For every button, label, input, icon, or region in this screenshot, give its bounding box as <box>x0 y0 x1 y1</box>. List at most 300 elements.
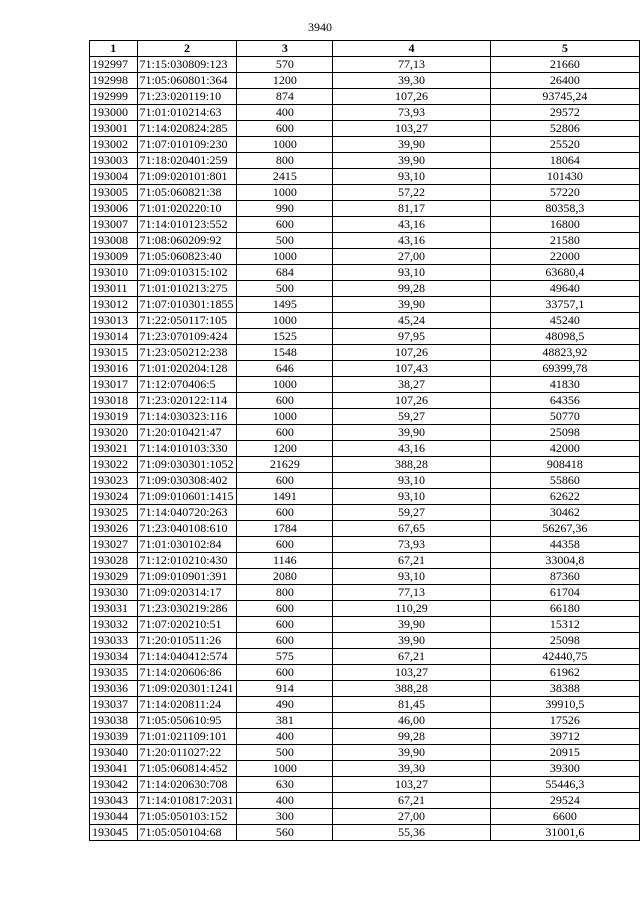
area-cell: 1491 <box>237 489 333 505</box>
area-cell: 21629 <box>237 457 333 473</box>
area-cell: 600 <box>237 473 333 489</box>
cadastral-number-cell: 71:12:070406:5 <box>137 377 237 393</box>
table-row <box>90 249 640 265</box>
cadastral-value-cell: 52806 <box>490 121 639 137</box>
cadastral-value-cell: 48823,92 <box>490 345 639 361</box>
cadastral-number-cell: 71:23:040108:610 <box>137 521 237 537</box>
record-number-cell: 193017 <box>90 377 138 393</box>
area-cell: 600 <box>237 617 333 633</box>
table-row <box>90 569 640 585</box>
record-number-cell: 193003 <box>90 153 138 169</box>
specific-value-cell: 27,00 <box>333 249 491 265</box>
cadastral-number-cell: 71:14:010123:552 <box>137 217 237 233</box>
cadastral-number-cell: 71:14:010817:2031 <box>137 793 237 809</box>
specific-value-cell: 67,65 <box>333 521 491 537</box>
table-row <box>90 281 640 297</box>
record-number-cell: 193041 <box>90 761 138 777</box>
area-cell: 560 <box>237 825 333 841</box>
cadastral-number-cell: 71:01:010214:63 <box>137 105 237 121</box>
cadastral-number-cell: 71:20:010511:26 <box>137 633 237 649</box>
area-cell: 1548 <box>237 345 333 361</box>
table-row <box>90 505 640 521</box>
area-cell: 1000 <box>237 377 333 393</box>
table-row <box>90 553 640 569</box>
cadastral-value-cell: 87360 <box>490 569 639 585</box>
record-number-cell: 192997 <box>90 57 138 73</box>
cadastral-value-cell: 42000 <box>490 441 639 457</box>
record-number-cell: 193028 <box>90 553 138 569</box>
cadastral-number-cell: 71:09:020101:801 <box>137 169 237 185</box>
cadastral-number-cell: 71:14:020811:24 <box>137 697 237 713</box>
table-row <box>90 793 640 809</box>
record-number-cell: 193018 <box>90 393 138 409</box>
cadastral-value-cell: 50770 <box>490 409 639 425</box>
cadastral-value-cell: 66180 <box>490 601 639 617</box>
specific-value-cell: 39,30 <box>333 73 491 89</box>
specific-value-cell: 39,90 <box>333 137 491 153</box>
cadastral-value-cell: 61962 <box>490 665 639 681</box>
area-cell: 490 <box>237 697 333 713</box>
specific-value-cell: 77,13 <box>333 585 491 601</box>
cadastral-value-cell: 31001,6 <box>490 825 639 841</box>
area-cell: 600 <box>237 425 333 441</box>
table-row <box>90 809 640 825</box>
specific-value-cell: 103,27 <box>333 665 491 681</box>
cadastral-value-cell: 21580 <box>490 233 639 249</box>
cadastral-value-cell: 80358,3 <box>490 201 639 217</box>
cadastral-number-cell: 71:20:010421:47 <box>137 425 237 441</box>
table-row <box>90 153 640 169</box>
area-cell: 400 <box>237 105 333 121</box>
specific-value-cell: 103,27 <box>333 121 491 137</box>
table-row <box>90 169 640 185</box>
cadastral-number-cell: 71:18:020401:259 <box>137 153 237 169</box>
specific-value-cell: 39,90 <box>333 633 491 649</box>
specific-value-cell: 93,10 <box>333 169 491 185</box>
record-number-cell: 193042 <box>90 777 138 793</box>
record-number-cell: 193020 <box>90 425 138 441</box>
cadastral-value-cell: 55446,3 <box>490 777 639 793</box>
specific-value-cell: 99,28 <box>333 729 491 745</box>
area-cell: 1495 <box>237 297 333 313</box>
cadastral-value-cell: 30462 <box>490 505 639 521</box>
cadastral-number-cell: 71:23:030219:286 <box>137 601 237 617</box>
table-row <box>90 297 640 313</box>
record-number-cell: 193033 <box>90 633 138 649</box>
specific-value-cell: 73,93 <box>333 105 491 121</box>
cadastral-number-cell: 71:14:020824:285 <box>137 121 237 137</box>
specific-value-cell: 73,93 <box>333 537 491 553</box>
cadastral-number-cell: 71:14:040412:574 <box>137 649 237 665</box>
specific-value-cell: 107,26 <box>333 89 491 105</box>
cadastral-value-table <box>89 40 640 841</box>
record-number-cell: 193006 <box>90 201 138 217</box>
cadastral-number-cell: 71:01:020220:10 <box>137 201 237 217</box>
record-number-cell: 193014 <box>90 329 138 345</box>
cadastral-value-cell: 63680,4 <box>490 265 639 281</box>
specific-value-cell: 43,16 <box>333 217 491 233</box>
table-row <box>90 201 640 217</box>
area-cell: 990 <box>237 201 333 217</box>
cadastral-value-cell: 29524 <box>490 793 639 809</box>
specific-value-cell: 39,30 <box>333 761 491 777</box>
record-number-cell: 193009 <box>90 249 138 265</box>
cadastral-value-cell: 20915 <box>490 745 639 761</box>
cadastral-number-cell: 71:23:020122:114 <box>137 393 237 409</box>
area-cell: 600 <box>237 505 333 521</box>
specific-value-cell: 45,24 <box>333 313 491 329</box>
area-cell: 575 <box>237 649 333 665</box>
area-cell: 600 <box>237 121 333 137</box>
area-cell: 570 <box>237 57 333 73</box>
area-cell: 600 <box>237 665 333 681</box>
specific-value-cell: 93,10 <box>333 473 491 489</box>
table-row <box>90 265 640 281</box>
area-cell: 400 <box>237 729 333 745</box>
specific-value-cell: 107,26 <box>333 393 491 409</box>
area-cell: 874 <box>237 89 333 105</box>
record-number-cell: 193036 <box>90 681 138 697</box>
cadastral-value-cell: 61704 <box>490 585 639 601</box>
cadastral-value-cell: 38388 <box>490 681 639 697</box>
cadastral-value-cell: 55860 <box>490 473 639 489</box>
column-header-2: 2 <box>137 41 237 57</box>
table-row <box>90 185 640 201</box>
area-cell: 800 <box>237 153 333 169</box>
cadastral-value-cell: 45240 <box>490 313 639 329</box>
record-number-cell: 193027 <box>90 537 138 553</box>
cadastral-number-cell: 71:01:021109:101 <box>137 729 237 745</box>
cadastral-number-cell: 71:05:060801:364 <box>137 73 237 89</box>
area-cell: 1146 <box>237 553 333 569</box>
cadastral-value-cell: 33004,8 <box>490 553 639 569</box>
cadastral-number-cell: 71:05:060821:38 <box>137 185 237 201</box>
cadastral-number-cell: 71:07:010301:1855 <box>137 297 237 313</box>
record-number-cell: 193007 <box>90 217 138 233</box>
table-row <box>90 633 640 649</box>
record-number-cell: 193030 <box>90 585 138 601</box>
table-row <box>90 345 640 361</box>
specific-value-cell: 39,90 <box>333 617 491 633</box>
cadastral-number-cell: 71:05:050610:95 <box>137 713 237 729</box>
table-row <box>90 537 640 553</box>
cadastral-value-cell: 41830 <box>490 377 639 393</box>
record-number-cell: 193044 <box>90 809 138 825</box>
area-cell: 1200 <box>237 73 333 89</box>
record-number-cell: 192999 <box>90 89 138 105</box>
cadastral-number-cell: 71:23:020119:10 <box>137 89 237 105</box>
table-row <box>90 313 640 329</box>
cadastral-value-cell: 15312 <box>490 617 639 633</box>
record-number-cell: 193023 <box>90 473 138 489</box>
record-number-cell: 193040 <box>90 745 138 761</box>
specific-value-cell: 99,28 <box>333 281 491 297</box>
specific-value-cell: 110,29 <box>333 601 491 617</box>
area-cell: 600 <box>237 393 333 409</box>
area-cell: 1000 <box>237 409 333 425</box>
area-cell: 914 <box>237 681 333 697</box>
record-number-cell: 193039 <box>90 729 138 745</box>
table-row <box>90 745 640 761</box>
cadastral-number-cell: 71:22:050117:105 <box>137 313 237 329</box>
area-cell: 1784 <box>237 521 333 537</box>
record-number-cell: 192998 <box>90 73 138 89</box>
specific-value-cell: 388,28 <box>333 457 491 473</box>
record-number-cell: 193035 <box>90 665 138 681</box>
table-row <box>90 473 640 489</box>
cadastral-value-cell: 62622 <box>490 489 639 505</box>
cadastral-value-cell: 69399,78 <box>490 361 639 377</box>
table-row <box>90 89 640 105</box>
area-cell: 1000 <box>237 185 333 201</box>
table-row <box>90 233 640 249</box>
area-cell: 2415 <box>237 169 333 185</box>
cadastral-number-cell: 71:09:020314:17 <box>137 585 237 601</box>
column-header-4: 4 <box>333 41 491 57</box>
table-row <box>90 825 640 841</box>
cadastral-value-cell: 64356 <box>490 393 639 409</box>
table-row <box>90 217 640 233</box>
cadastral-value-cell: 39300 <box>490 761 639 777</box>
cadastral-value-cell: 39910,5 <box>490 697 639 713</box>
cadastral-number-cell: 71:12:010210:430 <box>137 553 237 569</box>
specific-value-cell: 107,43 <box>333 361 491 377</box>
cadastral-number-cell: 71:14:040720:263 <box>137 505 237 521</box>
area-cell: 1000 <box>237 249 333 265</box>
specific-value-cell: 107,26 <box>333 345 491 361</box>
specific-value-cell: 57,22 <box>333 185 491 201</box>
specific-value-cell: 39,90 <box>333 297 491 313</box>
record-number-cell: 193005 <box>90 185 138 201</box>
table-row <box>90 617 640 633</box>
table-body <box>90 57 640 841</box>
cadastral-number-cell: 71:15:030809:123 <box>137 57 237 73</box>
table-row <box>90 57 640 73</box>
cadastral-value-cell: 908418 <box>490 457 639 473</box>
area-cell: 1000 <box>237 137 333 153</box>
area-cell: 1000 <box>237 761 333 777</box>
specific-value-cell: 46,00 <box>333 713 491 729</box>
cadastral-number-cell: 71:01:010213:275 <box>137 281 237 297</box>
record-number-cell: 193026 <box>90 521 138 537</box>
table-row <box>90 409 640 425</box>
column-header-5: 5 <box>490 41 639 57</box>
cadastral-value-cell: 33757,1 <box>490 297 639 313</box>
table-row <box>90 73 640 89</box>
record-number-cell: 193010 <box>90 265 138 281</box>
cadastral-number-cell: 71:09:030308:402 <box>137 473 237 489</box>
record-number-cell: 193025 <box>90 505 138 521</box>
specific-value-cell: 38,27 <box>333 377 491 393</box>
record-number-cell: 193031 <box>90 601 138 617</box>
specific-value-cell: 77,13 <box>333 57 491 73</box>
area-cell: 684 <box>237 265 333 281</box>
specific-value-cell: 97,95 <box>333 329 491 345</box>
record-number-cell: 193034 <box>90 649 138 665</box>
table-row <box>90 521 640 537</box>
area-cell: 500 <box>237 281 333 297</box>
area-cell: 381 <box>237 713 333 729</box>
table-header-row <box>90 41 640 57</box>
cadastral-value-cell: 48098,5 <box>490 329 639 345</box>
record-number-cell: 193013 <box>90 313 138 329</box>
table-row <box>90 361 640 377</box>
record-number-cell: 193002 <box>90 137 138 153</box>
cadastral-value-cell: 26400 <box>490 73 639 89</box>
cadastral-number-cell: 71:14:030323:116 <box>137 409 237 425</box>
table-row <box>90 585 640 601</box>
cadastral-number-cell: 71:14:020630:708 <box>137 777 237 793</box>
cadastral-value-cell: 57220 <box>490 185 639 201</box>
record-number-cell: 193000 <box>90 105 138 121</box>
table-row <box>90 697 640 713</box>
cadastral-value-cell: 49640 <box>490 281 639 297</box>
cadastral-value-cell: 101430 <box>490 169 639 185</box>
cadastral-number-cell: 71:23:050212:238 <box>137 345 237 361</box>
specific-value-cell: 67,21 <box>333 793 491 809</box>
cadastral-value-cell: 56267,36 <box>490 521 639 537</box>
cadastral-number-cell: 71:07:020210:51 <box>137 617 237 633</box>
area-cell: 800 <box>237 585 333 601</box>
area-cell: 2080 <box>237 569 333 585</box>
specific-value-cell: 55,36 <box>333 825 491 841</box>
record-number-cell: 193037 <box>90 697 138 713</box>
area-cell: 646 <box>237 361 333 377</box>
record-number-cell: 193024 <box>90 489 138 505</box>
cadastral-value-cell: 21660 <box>490 57 639 73</box>
record-number-cell: 193016 <box>90 361 138 377</box>
cadastral-number-cell: 71:05:050103:152 <box>137 809 237 825</box>
table-row <box>90 393 640 409</box>
record-number-cell: 193001 <box>90 121 138 137</box>
table-row <box>90 681 640 697</box>
cadastral-value-cell: 17526 <box>490 713 639 729</box>
cadastral-number-cell: 71:09:020301:1241 <box>137 681 237 697</box>
cadastral-value-cell: 25098 <box>490 633 639 649</box>
specific-value-cell: 93,10 <box>333 569 491 585</box>
cadastral-value-cell: 16800 <box>490 217 639 233</box>
page-number: 3940 <box>308 20 332 34</box>
table-row <box>90 489 640 505</box>
cadastral-value-cell: 6600 <box>490 809 639 825</box>
cadastral-number-cell: 71:05:060814:452 <box>137 761 237 777</box>
cadastral-number-cell: 71:23:070109:424 <box>137 329 237 345</box>
table-row <box>90 425 640 441</box>
cadastral-number-cell: 71:09:030301:1052 <box>137 457 237 473</box>
cadastral-number-cell: 71:01:020204:128 <box>137 361 237 377</box>
record-number-cell: 193012 <box>90 297 138 313</box>
specific-value-cell: 59,27 <box>333 409 491 425</box>
record-number-cell: 193029 <box>90 569 138 585</box>
specific-value-cell: 39,90 <box>333 153 491 169</box>
cadastral-value-cell: 22000 <box>490 249 639 265</box>
record-number-cell: 193011 <box>90 281 138 297</box>
record-number-cell: 193019 <box>90 409 138 425</box>
table-row <box>90 137 640 153</box>
cadastral-number-cell: 71:09:010901:391 <box>137 569 237 585</box>
area-cell: 1000 <box>237 313 333 329</box>
cadastral-value-cell: 42440,75 <box>490 649 639 665</box>
specific-value-cell: 43,16 <box>333 441 491 457</box>
table-row <box>90 601 640 617</box>
record-number-cell: 193015 <box>90 345 138 361</box>
area-cell: 500 <box>237 745 333 761</box>
specific-value-cell: 27,00 <box>333 809 491 825</box>
table-row <box>90 713 640 729</box>
cadastral-number-cell: 71:05:050104:68 <box>137 825 237 841</box>
table-row <box>90 649 640 665</box>
specific-value-cell: 43,16 <box>333 233 491 249</box>
table-row <box>90 761 640 777</box>
table-row <box>90 665 640 681</box>
record-number-cell: 193045 <box>90 825 138 841</box>
specific-value-cell: 59,27 <box>333 505 491 521</box>
area-cell: 630 <box>237 777 333 793</box>
area-cell: 600 <box>237 537 333 553</box>
specific-value-cell: 67,21 <box>333 649 491 665</box>
record-number-cell: 193022 <box>90 457 138 473</box>
table-row <box>90 105 640 121</box>
column-header-3: 3 <box>237 41 333 57</box>
cadastral-number-cell: 71:07:010109:230 <box>137 137 237 153</box>
cadastral-number-cell: 71:14:010103:330 <box>137 441 237 457</box>
record-number-cell: 193004 <box>90 169 138 185</box>
cadastral-value-cell: 44358 <box>490 537 639 553</box>
area-cell: 600 <box>237 633 333 649</box>
specific-value-cell: 93,10 <box>333 265 491 281</box>
cadastral-number-cell: 71:01:030102:84 <box>137 537 237 553</box>
cadastral-value-cell: 29572 <box>490 105 639 121</box>
column-header-1: 1 <box>90 41 138 57</box>
cadastral-value-cell: 18064 <box>490 153 639 169</box>
record-number-cell: 193021 <box>90 441 138 457</box>
cadastral-number-cell: 71:09:010315:102 <box>137 265 237 281</box>
table-row <box>90 377 640 393</box>
cadastral-value-cell: 93745,24 <box>490 89 639 105</box>
specific-value-cell: 39,90 <box>333 745 491 761</box>
area-cell: 400 <box>237 793 333 809</box>
specific-value-cell: 81,17 <box>333 201 491 217</box>
record-number-cell: 193032 <box>90 617 138 633</box>
cadastral-number-cell: 71:20:011027:22 <box>137 745 237 761</box>
cadastral-number-cell: 71:05:060823:40 <box>137 249 237 265</box>
specific-value-cell: 388,28 <box>333 681 491 697</box>
record-number-cell: 193043 <box>90 793 138 809</box>
cadastral-number-cell: 71:09:010601:1415 <box>137 489 237 505</box>
specific-value-cell: 103,27 <box>333 777 491 793</box>
table-row <box>90 329 640 345</box>
area-cell: 600 <box>237 601 333 617</box>
table-row <box>90 729 640 745</box>
specific-value-cell: 39,90 <box>333 425 491 441</box>
specific-value-cell: 81,45 <box>333 697 491 713</box>
record-number-cell: 193038 <box>90 713 138 729</box>
cadastral-value-cell: 25098 <box>490 425 639 441</box>
record-number-cell: 193008 <box>90 233 138 249</box>
area-cell: 600 <box>237 217 333 233</box>
specific-value-cell: 93,10 <box>333 489 491 505</box>
specific-value-cell: 67,21 <box>333 553 491 569</box>
area-cell: 1200 <box>237 441 333 457</box>
cadastral-number-cell: 71:08:060209:92 <box>137 233 237 249</box>
cadastral-value-cell: 39712 <box>490 729 639 745</box>
table-row <box>90 441 640 457</box>
cadastral-value-cell: 25520 <box>490 137 639 153</box>
table-row <box>90 457 640 473</box>
table-row <box>90 777 640 793</box>
area-cell: 1525 <box>237 329 333 345</box>
area-cell: 300 <box>237 809 333 825</box>
